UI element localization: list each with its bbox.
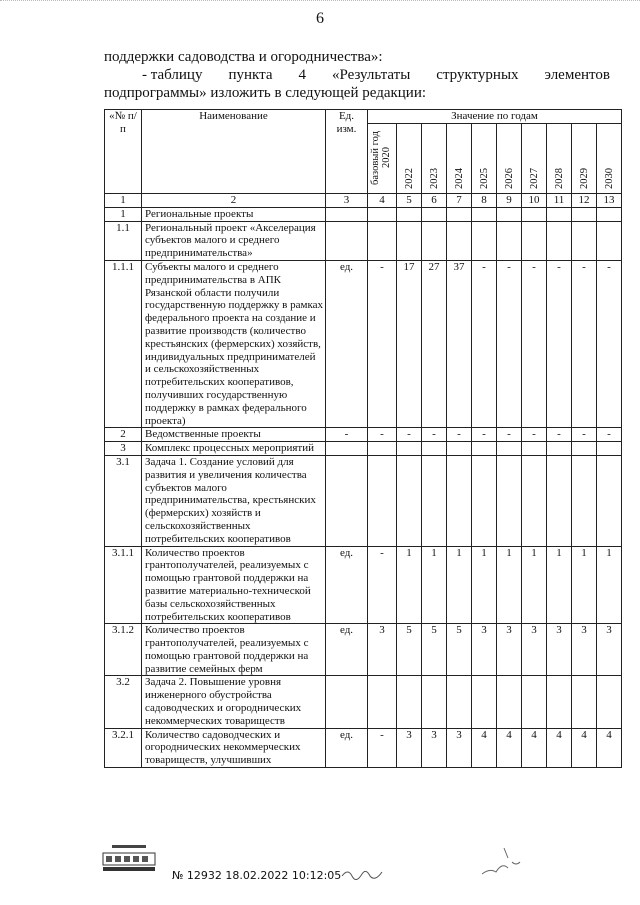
column-number: 11 — [547, 194, 572, 208]
row-name: Региональные проекты — [142, 207, 326, 221]
row-value: 1 — [422, 546, 447, 624]
header-year: 2023 — [422, 124, 447, 194]
document-registry-logo — [102, 845, 158, 875]
row-name: Количество проектов грантополучателей, реализуемых с помощью грантовой поддержки на развитие семейных ферм — [142, 624, 326, 676]
header-values-by-year: Значение по годам — [368, 110, 622, 124]
intro-word: 4 — [298, 67, 306, 83]
header-year: базовый год 2020 — [368, 124, 397, 194]
row-value — [497, 207, 522, 221]
row-value — [572, 455, 597, 546]
row-value: 3 — [522, 624, 547, 676]
row-value: - — [497, 260, 522, 427]
column-number: 4 — [368, 194, 397, 208]
row-unit — [326, 676, 368, 728]
row-value — [572, 442, 597, 456]
row-name: Комплекс процессных мероприятий — [142, 442, 326, 456]
table-row — [105, 260, 622, 427]
row-value — [547, 207, 572, 221]
row-value — [572, 221, 597, 260]
row-value: 1 — [497, 546, 522, 624]
row-value: 1 — [472, 546, 497, 624]
row-value — [522, 455, 547, 546]
results-table — [104, 109, 622, 768]
row-value — [447, 221, 472, 260]
row-value — [368, 221, 397, 260]
row-number: 1.1.1 — [105, 260, 142, 427]
header-num: «№ п/п — [105, 110, 142, 194]
row-value — [422, 455, 447, 546]
intro-word: пункта — [228, 67, 273, 83]
header-year: 2028 — [547, 124, 572, 194]
header-year: 2025 — [472, 124, 497, 194]
row-name: Задача 1. Создание условий для развития и увеличения количества субъектов малого предпринимательства, крестьянских (фермерских) хозяйств и сельскохозяйственных потребительских кооперативов — [142, 455, 326, 546]
row-unit — [326, 207, 368, 221]
intro-word: «Результаты — [331, 67, 411, 83]
row-value — [472, 455, 497, 546]
row-value: - — [368, 546, 397, 624]
row-value — [368, 455, 397, 546]
column-number: 9 — [497, 194, 522, 208]
row-value: - — [572, 260, 597, 427]
row-value — [397, 207, 422, 221]
table-row — [105, 546, 622, 624]
row-unit: ед. — [326, 546, 368, 624]
row-value — [472, 221, 497, 260]
registration-stamp: № 12932 18.02.2022 10:12:05 — [172, 869, 342, 882]
column-number: 13 — [597, 194, 622, 208]
row-value — [497, 455, 522, 546]
row-unit: ед. — [326, 728, 368, 767]
row-value — [422, 207, 447, 221]
row-value: - — [422, 428, 447, 442]
intro-word: элементов — [544, 67, 610, 83]
column-number: 12 — [572, 194, 597, 208]
row-value: 1 — [397, 546, 422, 624]
table-row — [105, 442, 622, 456]
row-value — [447, 207, 472, 221]
scan-edge-artifact — [0, 0, 640, 7]
row-value — [597, 207, 622, 221]
row-value: 3 — [597, 624, 622, 676]
row-value: - — [472, 260, 497, 427]
row-value: 27 — [422, 260, 447, 427]
column-number: 2 — [142, 194, 326, 208]
row-value — [597, 442, 622, 456]
row-value — [547, 442, 572, 456]
row-value — [522, 676, 547, 728]
row-number: 3.2.1 — [105, 728, 142, 767]
row-value — [597, 676, 622, 728]
row-number: 3.2 — [105, 676, 142, 728]
row-value: 3 — [547, 624, 572, 676]
row-value — [368, 442, 397, 456]
intro-line-3: подпрограммы» изложить в следующей редакции: — [104, 85, 427, 101]
row-value — [472, 442, 497, 456]
row-number: 3.1 — [105, 455, 142, 546]
row-value: 4 — [597, 728, 622, 767]
row-value — [497, 676, 522, 728]
header-year: 2022 — [397, 124, 422, 194]
row-value: 1 — [522, 546, 547, 624]
row-value — [522, 442, 547, 456]
column-number: 7 — [447, 194, 472, 208]
row-value: - — [472, 428, 497, 442]
row-value: 4 — [522, 728, 547, 767]
row-value — [422, 676, 447, 728]
handwritten-mark — [478, 842, 522, 882]
row-value: - — [572, 428, 597, 442]
row-value: - — [397, 428, 422, 442]
intro-text — [104, 48, 610, 102]
header-year: 2024 — [447, 124, 472, 194]
row-name: Количество проектов грантополучателей, реализуемых с помощью грантовой поддержки на развитие материально-технической базы сельскохозяйственных потребительских кооперативов — [142, 546, 326, 624]
header-year: 2030 — [597, 124, 622, 194]
column-number-row — [105, 194, 622, 208]
header-year: 2029 — [572, 124, 597, 194]
row-value — [547, 676, 572, 728]
row-value: - — [447, 428, 472, 442]
row-value: 4 — [497, 728, 522, 767]
row-value: 3 — [472, 624, 497, 676]
row-value: 1 — [572, 546, 597, 624]
row-name: Задача 2. Повышение уровня инженерного обустройства садоводческих и огороднических некоммерческих товариществ — [142, 676, 326, 728]
row-value — [472, 207, 497, 221]
header-name: Наименование — [142, 110, 326, 194]
row-value — [368, 676, 397, 728]
row-value: - — [597, 260, 622, 427]
column-number: 1 — [105, 194, 142, 208]
row-value: - — [368, 428, 397, 442]
header-year: 2026 — [497, 124, 522, 194]
row-value — [397, 221, 422, 260]
row-value — [597, 221, 622, 260]
row-name: Субъекты малого и среднего предпринимательства в АПК Рязанской области получили государственную поддержку в рамках федерального проекта на создание и развитие производств (количество крестьянских (фермерских) хозяйств, индивидуальных предпринимателей и сельскохозяйственных потребительских кооперативов, получивших государственную поддержку в рамках федерального проекта) — [142, 260, 326, 427]
row-value: 3 — [422, 728, 447, 767]
row-value: 5 — [397, 624, 422, 676]
row-value: 1 — [447, 546, 472, 624]
row-value: - — [522, 260, 547, 427]
row-value: 3 — [572, 624, 597, 676]
row-unit: - — [326, 428, 368, 442]
column-number: 6 — [422, 194, 447, 208]
table-row — [105, 221, 622, 260]
handwritten-mark — [340, 862, 390, 884]
row-name: Ведомственные проекты — [142, 428, 326, 442]
row-number: 1.1 — [105, 221, 142, 260]
row-value: 4 — [572, 728, 597, 767]
row-number: 1 — [105, 207, 142, 221]
row-value: 4 — [472, 728, 497, 767]
row-name: Количество садоводческих и огороднических некоммерческих товариществ, улучшивших — [142, 728, 326, 767]
row-value — [597, 455, 622, 546]
row-value — [497, 442, 522, 456]
row-value — [572, 676, 597, 728]
table-row — [105, 207, 622, 221]
row-value: 5 — [422, 624, 447, 676]
row-value: - — [522, 428, 547, 442]
row-value — [547, 221, 572, 260]
row-value — [422, 442, 447, 456]
intro-line-1: поддержки садоводства и огородничества»: — [104, 49, 383, 65]
row-number: 3.1.1 — [105, 546, 142, 624]
row-value: 3 — [368, 624, 397, 676]
row-unit — [326, 221, 368, 260]
row-value — [397, 676, 422, 728]
row-value — [522, 207, 547, 221]
row-value: - — [497, 428, 522, 442]
row-value: 17 — [397, 260, 422, 427]
intro-word: - таблицу — [142, 67, 203, 83]
table-row — [105, 428, 622, 442]
header-year: 2027 — [522, 124, 547, 194]
row-value: 5 — [447, 624, 472, 676]
row-number: 3.1.2 — [105, 624, 142, 676]
row-unit: ед. — [326, 260, 368, 427]
row-value: - — [597, 428, 622, 442]
row-value: 1 — [547, 546, 572, 624]
row-value: 3 — [447, 728, 472, 767]
row-value — [447, 442, 472, 456]
row-value — [397, 442, 422, 456]
page-number: 6 — [316, 10, 324, 27]
column-number: 10 — [522, 194, 547, 208]
table-row — [105, 455, 622, 546]
row-value: - — [368, 728, 397, 767]
row-value: - — [547, 260, 572, 427]
row-number: 3 — [105, 442, 142, 456]
row-value — [472, 676, 497, 728]
row-value — [522, 221, 547, 260]
intro-line-2 — [104, 66, 610, 84]
row-value — [497, 221, 522, 260]
row-unit — [326, 442, 368, 456]
row-value — [422, 221, 447, 260]
row-value: 1 — [597, 546, 622, 624]
row-value: - — [368, 260, 397, 427]
row-value — [547, 455, 572, 546]
row-value — [368, 207, 397, 221]
column-number: 8 — [472, 194, 497, 208]
intro-word: структурных — [436, 67, 519, 83]
row-value — [447, 676, 472, 728]
header-unit: Ед. изм. — [326, 110, 368, 194]
row-unit — [326, 455, 368, 546]
table-row — [105, 624, 622, 676]
column-number: 5 — [397, 194, 422, 208]
table-row — [105, 676, 622, 728]
row-value — [572, 207, 597, 221]
row-unit: ед. — [326, 624, 368, 676]
row-value: 3 — [497, 624, 522, 676]
row-value: 4 — [547, 728, 572, 767]
row-value — [447, 455, 472, 546]
row-name: Региональный проект «Акселерация субъектов малого и среднего предпринимательства» — [142, 221, 326, 260]
row-value: 37 — [447, 260, 472, 427]
row-value — [397, 455, 422, 546]
row-number: 2 — [105, 428, 142, 442]
header-row — [105, 110, 622, 124]
row-value: - — [547, 428, 572, 442]
table-row — [105, 728, 622, 767]
column-number: 3 — [326, 194, 368, 208]
row-value: 3 — [397, 728, 422, 767]
